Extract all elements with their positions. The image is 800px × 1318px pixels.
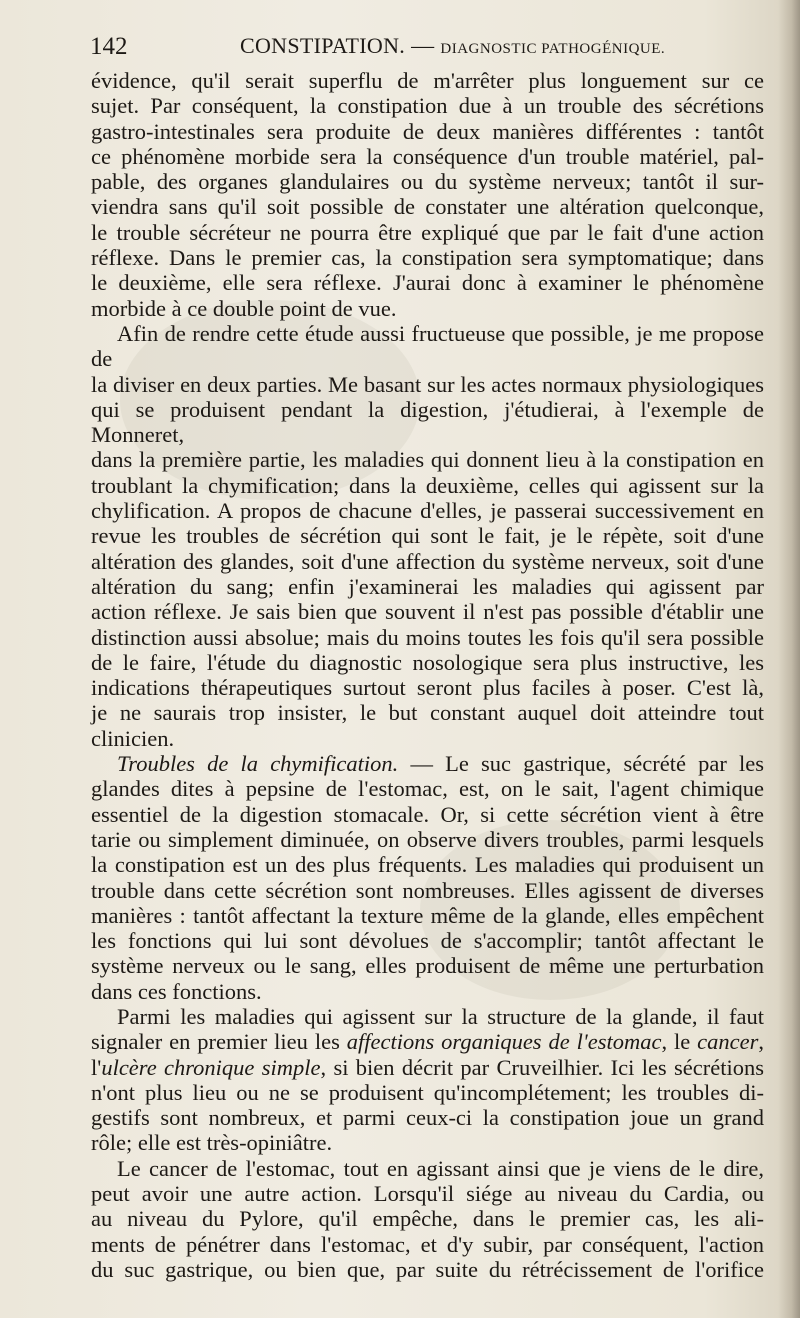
text-line: viendra sans qu'il soit possible de constater une altération quelconque, <box>91 194 764 220</box>
text-line: distinction aussi absolue; mais du moins toutes les fois qu'il sera possible <box>91 624 764 650</box>
text-line: ments de pénétrer dans l'estomac, et d'y subir, par conséquent, l'action <box>91 1231 764 1257</box>
text-line: clinicien. <box>91 725 175 751</box>
text-line: altération des glandes, soit d'une affection du système nerveux, soit d'une <box>91 548 764 574</box>
paragraph <box>91 68 764 321</box>
text-line: action réflexe. Je sais bien que souvent il n'est pas possible d'établir une <box>91 599 764 625</box>
text-line: trouble dans cette sécrétion sont nombreuses. Elles agissent de diverses <box>91 877 764 903</box>
paragraph <box>91 321 764 751</box>
header-separator: — <box>411 33 435 58</box>
text-run: , <box>758 1029 764 1055</box>
page-gutter-shadow <box>778 0 800 1318</box>
italic-term: affections organiques de l'estomac <box>346 1029 662 1055</box>
text-line: gastro-intestinales sera produite de deux manières différentes : tantôt <box>91 118 764 144</box>
text-line: Le cancer de l'estomac, tout en agissant ainsi que je viens de le dire, <box>117 1155 764 1181</box>
text-line: dans la première partie, les maladies qui donnent lieu à la constipation en <box>91 447 764 473</box>
text-run: l' <box>91 1054 102 1080</box>
text-line: le trouble sécréteur ne pourra être expliqué que par le fait d'une action <box>91 219 764 245</box>
text-line: qui se produisent pendant la digestion, j'étudierai, à l'exemple de Monneret, <box>91 396 764 448</box>
text-run: signaler en premier lieu les <box>91 1029 347 1055</box>
text-line: manières : tantôt affectant la texture même de la glande, elles empêchent <box>91 902 764 928</box>
text-line: gestifs sont nombreux, et parmi ceux-ci la constipation joue un grand <box>91 1105 764 1131</box>
text-run: , le <box>661 1029 698 1055</box>
header-subtitle: DIAGNOSTIC PATHOGÉNIQUE. <box>440 41 666 57</box>
text-line: dans ces fonctions. <box>91 978 262 1004</box>
page-number: 142 <box>90 33 128 60</box>
text-run: — Le suc gastrique, sécrété par les <box>398 751 765 777</box>
text-line: ce phénomène morbide sera la conséquence d'un trouble matériel, pal- <box>91 143 764 169</box>
running-header <box>90 33 765 63</box>
text-line: altération du sang; enfin j'examinerai les maladies qui agissent par <box>91 573 764 599</box>
text-line: évidence, qu'il serait superflu de m'arrêter plus longuement sur ce <box>91 68 764 93</box>
text-line: pable, des organes glandulaires ou du système nerveux; tantôt il sur- <box>91 169 764 195</box>
text-line: chylification. A propos de chacune d'elles, je passerai successivement en <box>91 498 764 524</box>
text-line: de le faire, l'étude du diagnostic nosologique sera plus instructive, les <box>91 649 764 675</box>
text-line: sujet. Par conséquent, la constipation due à un trouble des sécrétions <box>91 93 764 119</box>
text-line: troublant la chymification; dans la deuxième, celles qui agissent sur la <box>91 472 764 498</box>
text-line: je ne saurais trop insister, le but constant auquel doit atteindre tout <box>91 700 764 726</box>
text-line: indications thérapeutiques surtout seront plus faciles à poser. C'est là, <box>91 675 764 701</box>
text-line: du suc gastrique, ou bien que, par suite du rétrécissement de l'orifice <box>91 1256 764 1282</box>
body-text <box>91 68 764 1282</box>
paragraph <box>91 1156 764 1282</box>
text-line: Afin de rendre cette étude aussi fructueuse que possible, je me propose de <box>91 320 764 372</box>
text-line: tarie ou simplement diminuée, on observe divers troubles, parmi lesquels <box>91 826 764 852</box>
paragraph <box>91 751 764 1004</box>
text-line <box>91 751 764 776</box>
header-title-group <box>240 33 665 59</box>
text-line: revue les troubles de sécrétion qui sont le fait, je le répète, soit d'une <box>91 523 764 549</box>
text-line: Parmi les maladies qui agissent sur la structure de la glande, il faut <box>117 1003 764 1029</box>
text-run: , si bien décrit par Cruveilhier. Ici les sécrétions <box>320 1054 764 1080</box>
text-line: essentiel de la digestion stomacale. Or, si cette sécrétion vient à être <box>91 801 764 827</box>
text-line: les fonctions qui lui sont dévolues de s'accomplir; tantôt affectant le <box>91 928 764 954</box>
header-title: CONSTIPATION. <box>240 33 406 58</box>
italic-term: cancer <box>697 1029 759 1055</box>
text-line: morbide à ce double point de vue. <box>91 295 397 321</box>
text-line: la diviser en deux parties. Me basant sur les actes normaux physiologiques <box>91 371 764 397</box>
italic-term: ulcère chronique simple <box>101 1054 321 1080</box>
text-line <box>91 1055 764 1080</box>
paragraph <box>91 1004 764 1156</box>
text-line: glandes dites à pepsine de l'estomac, est, on le sait, l'agent chimique <box>91 776 764 802</box>
text-line: système nerveux ou le sang, elles produisent de même une perturbation <box>91 953 764 979</box>
section-heading-italic: Troubles de la chymification. <box>117 751 399 777</box>
text-line: au niveau du Pylore, qu'il empêche, dans le premier cas, les ali- <box>91 1206 764 1232</box>
text-line: peut avoir une autre action. Lorsqu'il siége au niveau du Cardia, ou <box>91 1181 764 1207</box>
text-line: n'ont plus lieu ou ne se produisent qu'incomplétement; les troubles di- <box>91 1079 764 1105</box>
text-line: le deuxième, elle sera réflexe. J'aurai donc à examiner le phénomène <box>91 270 764 296</box>
text-line: réflexe. Dans le premier cas, la constipation sera symptomatique; dans <box>91 245 764 271</box>
text-line: rôle; elle est très-opiniâtre. <box>91 1130 333 1156</box>
text-line: la constipation est un des plus fréquents. Les maladies qui produisent un <box>91 852 764 878</box>
text-line <box>91 1029 764 1054</box>
